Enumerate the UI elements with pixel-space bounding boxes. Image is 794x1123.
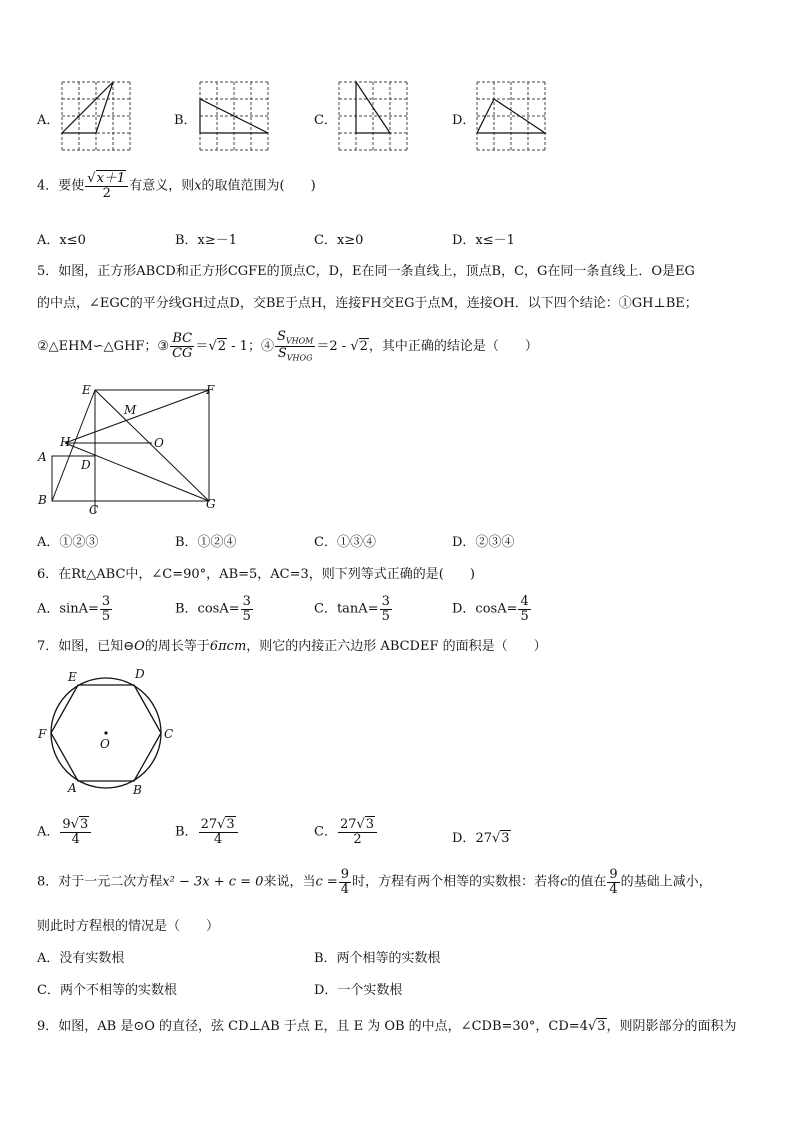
q4-option-c: C．x≥0: [314, 233, 364, 248]
q8-option-c: C．两个不相等的实数根: [37, 983, 177, 998]
q7-figure-hexagon: [34, 663, 184, 798]
q5-line-3: ②△EHM∽△GHF；③ $\frac{BC}{CG}$ ＝√2 - 1；④ $\frac{S_{VHOM}}{S_{VHOG}}$ ＝2 - √2，其中正确的结论是（ ）: [37, 329, 538, 363]
q8-option-a: A．没有实数根: [37, 951, 125, 966]
q7-label-c: C: [164, 727, 174, 741]
q3-option-b-letter: B．: [174, 113, 197, 128]
q7-option-a: A． $\frac{9√3}{4}$: [37, 818, 92, 846]
q5-option-a: A．①②③: [37, 535, 99, 550]
q4-option-b: B．x≥－1: [175, 233, 238, 248]
q5-label-c: C: [89, 503, 99, 515]
q4-option-d: D．x≤－1: [452, 233, 515, 248]
q5-label-d: D: [81, 458, 91, 472]
q6-stem: 6．在Rt△ABC中，∠C=90°，AB=5，AC=3，则下列等式正确的是( ): [37, 567, 475, 582]
q8-stem: 8．对于一元二次方程x² − 3x + c = 0来说，当c = $\frac{9}{4}$ 时，方程有两个相等的实数根：若将c的值在 $\frac{9}{4}$ 的基础上减小，: [37, 867, 712, 897]
q7-option-d: D．27√3: [452, 831, 510, 846]
q5-label-b: B: [38, 493, 47, 507]
q7-stem: 7．如图，已知⊖O的周长等于6πcm，则它的内接正六边形 ABCDEF 的面积是（ ）: [37, 639, 547, 654]
q6-option-a: A．sinA= $\frac{3}{5}$: [37, 594, 111, 624]
q7-label-e: E: [68, 670, 77, 684]
q7-label-a: A: [68, 781, 77, 795]
q3-option-c-letter: C．: [314, 113, 337, 128]
q3-option-d-letter: D．: [452, 113, 476, 128]
grid-figure-c: [337, 80, 409, 154]
q5-label-h: H: [60, 435, 71, 449]
q5-option-b: B．①②④: [175, 535, 237, 550]
q5-option-c: C．①③④: [314, 535, 376, 550]
q5-label-f: F: [206, 383, 215, 397]
q7-label-d: D: [135, 667, 145, 681]
q5-label-m: M: [124, 403, 137, 417]
q5-figure-squares: [34, 380, 224, 515]
q7-option-b: B． $\frac{27√3}{4}$: [175, 818, 239, 846]
q9-stem: 9．如图，AB 是⊙O 的直径，弦 CD⊥AB 于点 E，且 E 为 OB 的中点，∠CDB=30°，CD=4√3，则阴影部分的面积为: [37, 1019, 737, 1034]
q4-option-a: A．x≤0: [37, 233, 86, 248]
q6-option-b: B．cosA= $\frac{3}{5}$: [175, 594, 251, 624]
q3-option-a-letter: A．: [37, 113, 60, 128]
q7-option-c: C． $\frac{27√3}{2}$: [314, 818, 378, 846]
q7-label-b: B: [133, 783, 142, 797]
q5-line-1: 5．如图，正方形ABCD和正方形CGFE的顶点C，D，E在同一条直线上，顶点B，C，G在同一条直线上．O是EG: [37, 264, 695, 279]
q8-option-b: B．两个相等的实数根: [314, 951, 441, 966]
q4-stem: 4．要使 $\frac{√x+1}{2}$ 有意义，则x的取值范围为( ): [37, 171, 316, 201]
q6-option-c: C．tanA= $\frac{3}{5}$: [314, 594, 390, 624]
q4-fraction: $\frac{√x+1}{2}$: [85, 172, 128, 200]
q5-line-2: 的中点，∠EGC的平分线GH过点D，交BE于点H，连接FH交EG于点M，连接OH．以下四个结论：①GH⊥BE；: [37, 296, 698, 311]
grid-figure-b: [198, 80, 270, 154]
q5-label-e: E: [82, 383, 91, 397]
q7-label-f: F: [38, 727, 47, 741]
q5-label-g: G: [206, 497, 216, 511]
q5-label-o: O: [154, 436, 164, 450]
grid-figure-a: [60, 80, 132, 154]
grid-figure-d: [475, 80, 547, 154]
q5-option-d: D．②③④: [452, 535, 515, 550]
q8-line-2: 则此时方程根的情况是（ ）: [37, 919, 220, 934]
q6-option-d: D．cosA= $\frac{4}{5}$: [452, 594, 529, 624]
q5-label-a: A: [38, 450, 47, 464]
q8-option-d: D．一个实数根: [314, 983, 403, 998]
q7-label-o: O: [100, 737, 110, 751]
